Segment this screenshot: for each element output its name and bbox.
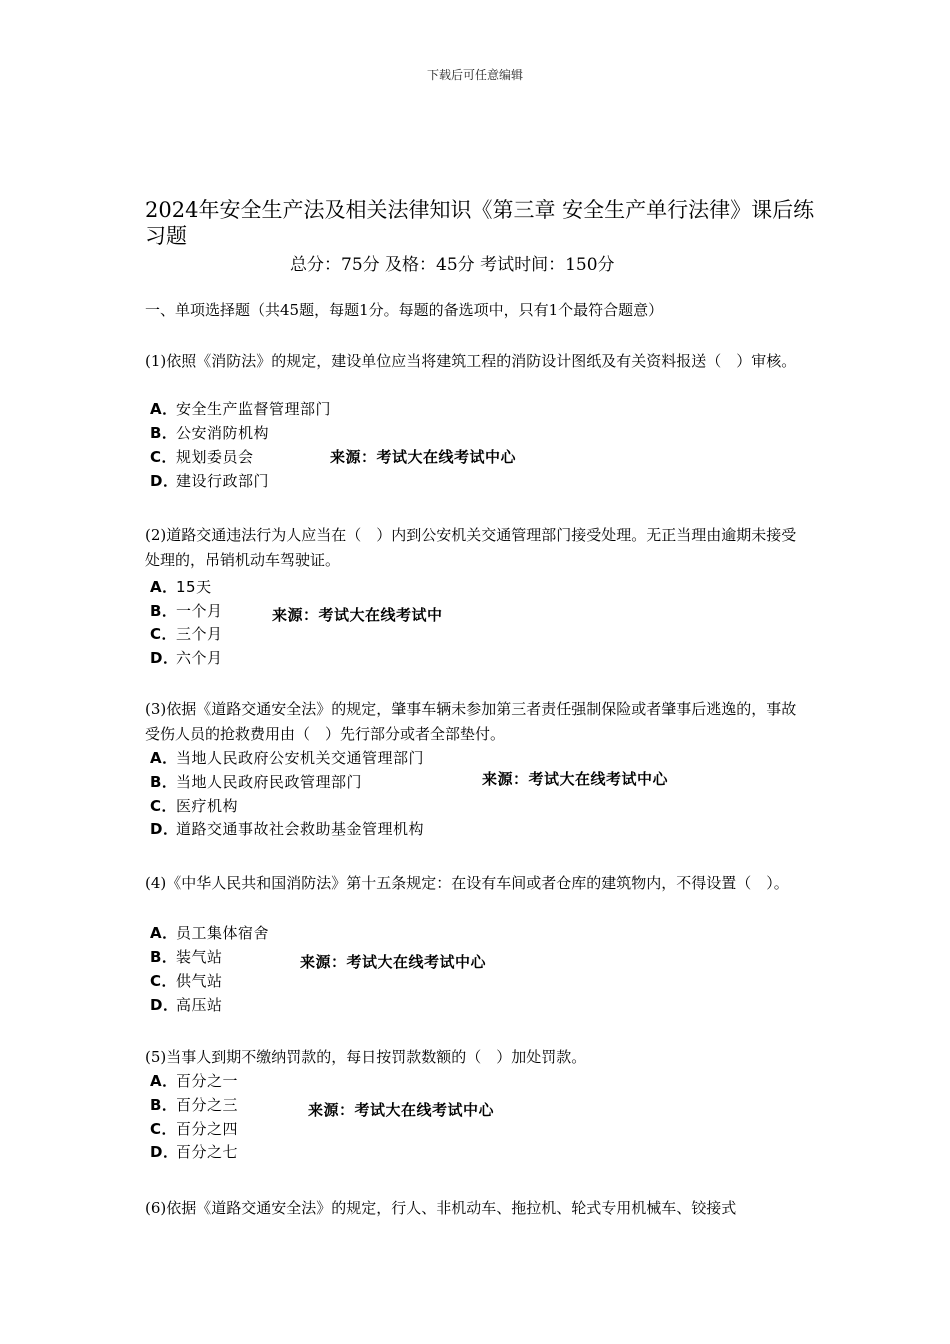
option-text: 百分之三 — [176, 1096, 239, 1114]
option-text: 道路交通事故社会救助基金管理机构 — [176, 820, 425, 838]
option-c — [150, 970, 223, 991]
question-stem: (4)《中华人民共和国消防法》第十五条规定：在设有车间或者仓库的建筑物内，不得设置（ ）。 — [145, 874, 789, 892]
page-header: 下载后可任意编辑 — [426, 68, 523, 82]
option-text: 当地人民政府民政管理部门 — [176, 773, 363, 791]
option-text: 百分之一 — [176, 1072, 239, 1090]
option-text: 当地人民政府公安机关交通管理部门 — [176, 749, 425, 767]
option-key: D． — [150, 1143, 179, 1161]
question-stem: (1)依照《消防法》的规定，建设单位应当将建筑工程的消防设计图纸及有关资料报送（ ）审核。 — [145, 352, 797, 370]
option-b — [150, 946, 223, 967]
question-stem: (2)道路交通违法行为人应当在（ ）内到公安机关交通管理部门接受处理。无正当理由逾期未接受处理的，吊销机动车驾驶证。 — [145, 526, 797, 569]
option-key: D． — [150, 649, 179, 667]
option-text: 三个月 — [176, 625, 223, 643]
option-text: 建设行政部门 — [176, 472, 270, 490]
source-label: 来源：考试大在线考试中心 — [308, 1101, 495, 1119]
option-c — [150, 623, 223, 644]
source-label: 来源：考试大在线考试中 — [272, 606, 443, 624]
option-a — [150, 576, 212, 597]
source-label: 来源：考试大在线考试中心 — [330, 448, 517, 466]
option-key: D． — [150, 472, 179, 490]
option-a — [150, 1070, 238, 1091]
option-c — [150, 1118, 238, 1139]
option-b — [150, 600, 223, 621]
option-key: D． — [150, 996, 179, 1014]
option-d — [150, 994, 223, 1015]
option-text: 供气站 — [176, 972, 223, 990]
source-label: 来源：考试大在线考试中心 — [482, 770, 669, 788]
question-stem: (3)依据《道路交通安全法》的规定，肇事车辆未参加第三者责任强制保险或者肇事后逃逸的，事故受伤人员的抢救费用由（ ）先行部分或者全部垫付。 — [145, 700, 797, 743]
question-stem: (6)依据《道路交通安全法》的规定，行人、非机动车、拖拉机、轮式专用机械车、铰接式 — [145, 1199, 737, 1217]
option-key: C． — [150, 625, 178, 643]
option-b — [150, 771, 362, 792]
option-key: B． — [150, 948, 178, 966]
document-title: 2024年安全生产法及相关法律知识《第三章 安全生产单行法律》课后练习题 — [145, 198, 815, 248]
option-text: 装气站 — [176, 948, 223, 966]
option-text: 六个月 — [176, 649, 223, 667]
option-key: B． — [150, 773, 178, 791]
option-text: 医疗机构 — [176, 797, 239, 815]
question-stem: (5)当事人到期不缴纳罚款的，每日按罚款数额的（ ）加处罚款。 — [145, 1048, 587, 1066]
option-key: A． — [150, 400, 178, 418]
option-key: D． — [150, 820, 179, 838]
option-key: A． — [150, 578, 178, 596]
option-key: B． — [150, 1096, 178, 1114]
option-text: 安全生产监督管理部门 — [176, 400, 332, 418]
option-d — [150, 470, 269, 491]
option-key: A． — [150, 749, 178, 767]
option-text: 高压站 — [176, 996, 223, 1014]
option-text: 15天 — [176, 578, 212, 596]
option-d — [150, 647, 223, 668]
option-text: 百分之七 — [176, 1143, 239, 1161]
option-c — [150, 446, 254, 467]
option-text: 公安消防机构 — [176, 424, 270, 442]
option-text: 规划委员会 — [176, 448, 254, 466]
option-a — [150, 398, 331, 419]
score-line: 总分：75分 及格：45分 考试时间：150分 — [290, 255, 615, 275]
option-d — [150, 1141, 238, 1162]
option-text: 一个月 — [176, 602, 223, 620]
source-label: 来源：考试大在线考试中心 — [300, 953, 487, 971]
option-key: A． — [150, 924, 178, 942]
option-key: B． — [150, 424, 178, 442]
section-heading: 一、单项选择题（共45题，每题1分。每题的备选项中，只有1个最符合题意） — [145, 301, 664, 319]
option-b — [150, 422, 269, 443]
option-d — [150, 818, 424, 839]
option-key: C． — [150, 1120, 178, 1138]
option-a — [150, 922, 269, 943]
option-key: C． — [150, 972, 178, 990]
option-text: 百分之四 — [176, 1120, 239, 1138]
option-a — [150, 747, 424, 768]
option-key: C． — [150, 797, 178, 815]
option-key: B． — [150, 602, 178, 620]
option-text: 员工集体宿舍 — [176, 924, 270, 942]
option-c — [150, 795, 238, 816]
option-key: A． — [150, 1072, 178, 1090]
option-b — [150, 1094, 238, 1115]
option-key: C． — [150, 448, 178, 466]
